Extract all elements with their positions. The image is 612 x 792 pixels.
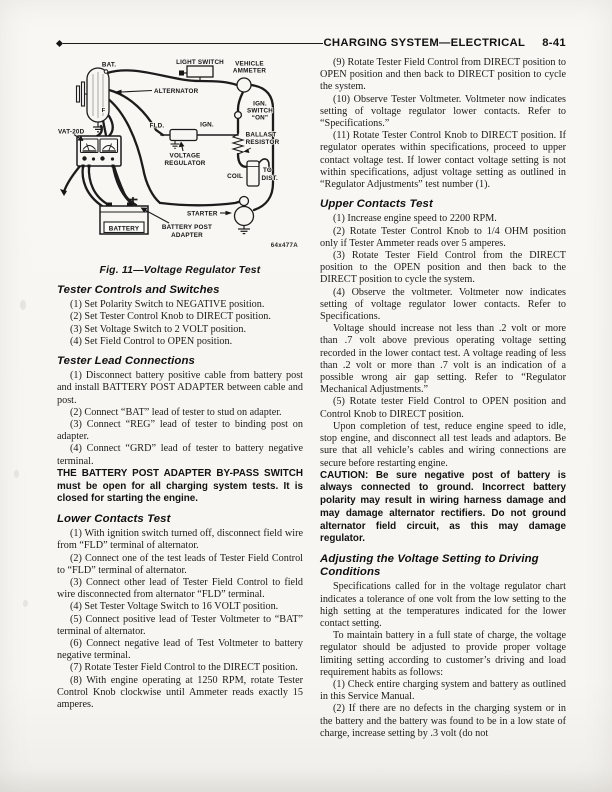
figure-code: 64x477A <box>270 242 298 249</box>
paragraph: (2) Connect one of the test leads of Tester Field Control to “FLD” terminal of alternator. <box>57 552 303 576</box>
paragraph: (2) Set Tester Control Knob to DIRECT position. <box>70 311 271 323</box>
figure-voltage-regulator-test <box>57 56 303 277</box>
vat-20d-tester-symbol <box>77 136 121 168</box>
right-column <box>320 56 566 740</box>
paragraph: To maintain battery in a full state of charge, the voltage regulator should be adjusted to provide proper voltage limiting setting according to customer’s driving and load requirement habits as follows: <box>320 630 566 678</box>
paragraph: (3) Set Voltage Switch to 2 VOLT position. <box>70 323 247 335</box>
paragraph: (4) Set Field Control to OPEN position. <box>70 335 233 347</box>
coil-label: COIL <box>227 173 243 180</box>
paragraph: (1) Set Polarity Switch to NEGATIVE position. <box>70 299 265 311</box>
paragraph: (4) Observe the voltmeter. Voltmeter now indicates setting of voltage regulator lower contacts. Refer to Specifications. <box>320 286 566 323</box>
svg-text:AMMETER: AMMETER <box>232 67 267 75</box>
ballast-resistor-zigzag <box>233 134 243 154</box>
page-header <box>57 36 566 51</box>
paragraph: (2) If there are no defects in the charging system or in the battery and the battery was found to be in a low state of charge, increase setting by .3 volt (do not <box>320 703 566 739</box>
bold-note: THE BATTERY POST ADAPTER BY-PASS SWITCH must be open for all charging system tests. It is closed for starting the engine. <box>57 467 303 505</box>
battery-label: BATTERY <box>108 225 140 233</box>
scan-artifact <box>14 470 19 478</box>
header-bullet-icon <box>56 40 63 47</box>
fld-label: FLD. <box>149 122 165 130</box>
paragraph: (1) Disconnect battery positive cable from battery post and install BATTERY POST ADAPTER between cable and post. <box>57 370 303 406</box>
paragraph: (4) Set Tester Voltage Switch to 16 VOLT position. <box>70 601 279 613</box>
chapter-title: CHARGING SYSTEM—ELECTRICAL <box>323 37 526 49</box>
paragraph: Specifications called for in the voltage regulator chart indicates a tolerance of one volt from the low setting to the high setting at the temperatures indicated for the lower contact setting. <box>320 581 566 629</box>
paragraph: (8) With engine operating at 1250 RPM, rotate Tester Control Knob clockwise until Ammeter reads exactly 15 amperes. <box>57 674 303 710</box>
ballast-resistor-label: BALLAST <box>245 131 277 139</box>
voltage-regulator-label: VOLTAGE <box>169 152 201 160</box>
caution-note: CAUTION: Be sure negative post of battery is always connected to ground. Incorrect battery polarity may result in wiring harness damage and may damage alternator rectifiers. Do not ground alternator field circuit, as this may damage regulator. <box>320 469 566 545</box>
coil-symbol <box>247 161 259 186</box>
figure-caption: Fig. 11—Voltage Regulator Test <box>99 265 261 276</box>
section-heading: Upper Contacts Test <box>320 198 433 211</box>
paragraph: (3) Connect “REG” lead of tester to binding post on adapter. <box>57 419 303 443</box>
f-terminal-label: F <box>101 108 106 114</box>
paragraph: (10) Observe Tester Voltmeter. Voltmeter now indicates setting of voltage regulator lower contacts. Refer to “Specifications.” <box>320 93 566 130</box>
pulley-icon <box>77 86 80 102</box>
paragraph: Upon completion of test, reduce engine speed to idle, stop engine, and disconnect all test leads and adaptors. Be sure that all vehicle’s cables and wiring connections are secure before restarting engine. <box>320 420 566 469</box>
to-dist-label: TO <box>263 167 273 174</box>
tester-model-label: VAT-20D <box>58 128 85 136</box>
page-content <box>57 36 566 740</box>
two-column-layout <box>57 56 566 740</box>
vehicle-ammeter-label: VEHICLE <box>235 60 264 68</box>
paragraph: (7) Rotate Tester Field Control to the DIRECT position. <box>70 662 298 674</box>
paragraph: (1) Increase engine speed to 2200 RPM. <box>333 213 497 225</box>
section-heading: Adjusting the Voltage Setting to Driving Conditions <box>320 552 539 579</box>
starter-label: STARTER <box>187 210 218 218</box>
bat-label: BAT. <box>101 61 117 69</box>
paragraph: Voltage should increase not less than .2 volt or more than .7 volt above previous operating voltage setting recorded in the lower contact test. A voltage reading of less than .2 volt or more than .7 volt is an indication of a possible wrong air gap setting. Refer to “Regulator Mechanical Adjustments.” <box>320 323 566 396</box>
svg-text:“ON”: “ON” <box>251 114 269 122</box>
paragraph: (2) Connect “BAT” lead of tester to stud on adapter. <box>70 406 282 418</box>
page-number: 8-41 <box>542 37 566 49</box>
svg-text:RESISTOR: RESISTOR <box>245 139 280 146</box>
section-heading: Lower Contacts Test <box>57 512 171 525</box>
paragraph: (3) Connect other lead of Tester Field Control to field wire disconnected from alternator “FLD” terminal. <box>57 576 303 601</box>
paragraph: (9) Rotate Tester Field Control from DIRECT position to OPEN position and then back to DIRECT position to cycle the system. <box>320 57 566 93</box>
header-rule <box>63 43 323 45</box>
paragraph: (3) Rotate Tester Field Control from the DIRECT position to the OPEN position and then back to the DIRECT position to cycle the system. <box>320 250 566 286</box>
paragraph: (5) Connect positive lead of Tester Voltmeter to “BAT” terminal of alternator. <box>57 613 303 637</box>
paragraph: (4) Connect “GRD” lead of tester to battery negative terminal. <box>57 443 303 467</box>
light-switch-symbol <box>179 66 213 77</box>
battery-post-adapter-label: BATTERY POST <box>161 224 213 231</box>
svg-text:SWITCH: SWITCH <box>246 107 274 115</box>
wiring-diagram <box>57 56 303 260</box>
paragraph: (5) Rotate tester Field Control to OPEN position and Control Knob to DIRECT position. <box>320 396 566 420</box>
ign-switch-label: IGN. <box>253 100 267 108</box>
section-heading: Tester Controls and Switches <box>57 284 220 296</box>
paragraph: (11) Rotate Tester Control Knob to DIRECT position. If regulator operates within specifications, proceed to upper contact voltage test. If lower contact voltage setting is not within specifications, adjust voltage setting as outlined in “Regulator Adjustments” test number (1). <box>320 130 566 191</box>
svg-text:DIST.: DIST. <box>261 175 278 182</box>
paragraph: (1) Check entire charging system and battery as outlined in this Service Manual. <box>320 678 566 703</box>
paragraph: (1) With ignition switch turned off, disconnect field wire from “FLD” terminal of alternator. <box>57 528 303 552</box>
ign-switch-symbol <box>235 112 242 119</box>
paragraph: (2) Rotate Tester Control Knob to 1/4 OHM position only if Tester Ammeter reads over 5 amperes. <box>320 225 566 249</box>
ign-label: IGN. <box>200 121 214 129</box>
scan-artifact <box>20 300 26 310</box>
vehicle-ammeter-symbol <box>237 78 251 92</box>
scan-artifact <box>23 600 28 607</box>
svg-text:ADAPTER: ADAPTER <box>171 232 203 239</box>
svg-text:REGULATOR: REGULATOR <box>164 160 206 167</box>
light-switch-label: LIGHT SWITCH <box>176 59 224 66</box>
section-heading: Tester Lead Connections <box>57 355 195 368</box>
alternator-label: ALTERNATOR <box>154 88 199 95</box>
left-column <box>57 56 303 740</box>
paragraph: (6) Connect negative lead of Test Voltmeter to battery negative terminal. <box>57 637 303 662</box>
